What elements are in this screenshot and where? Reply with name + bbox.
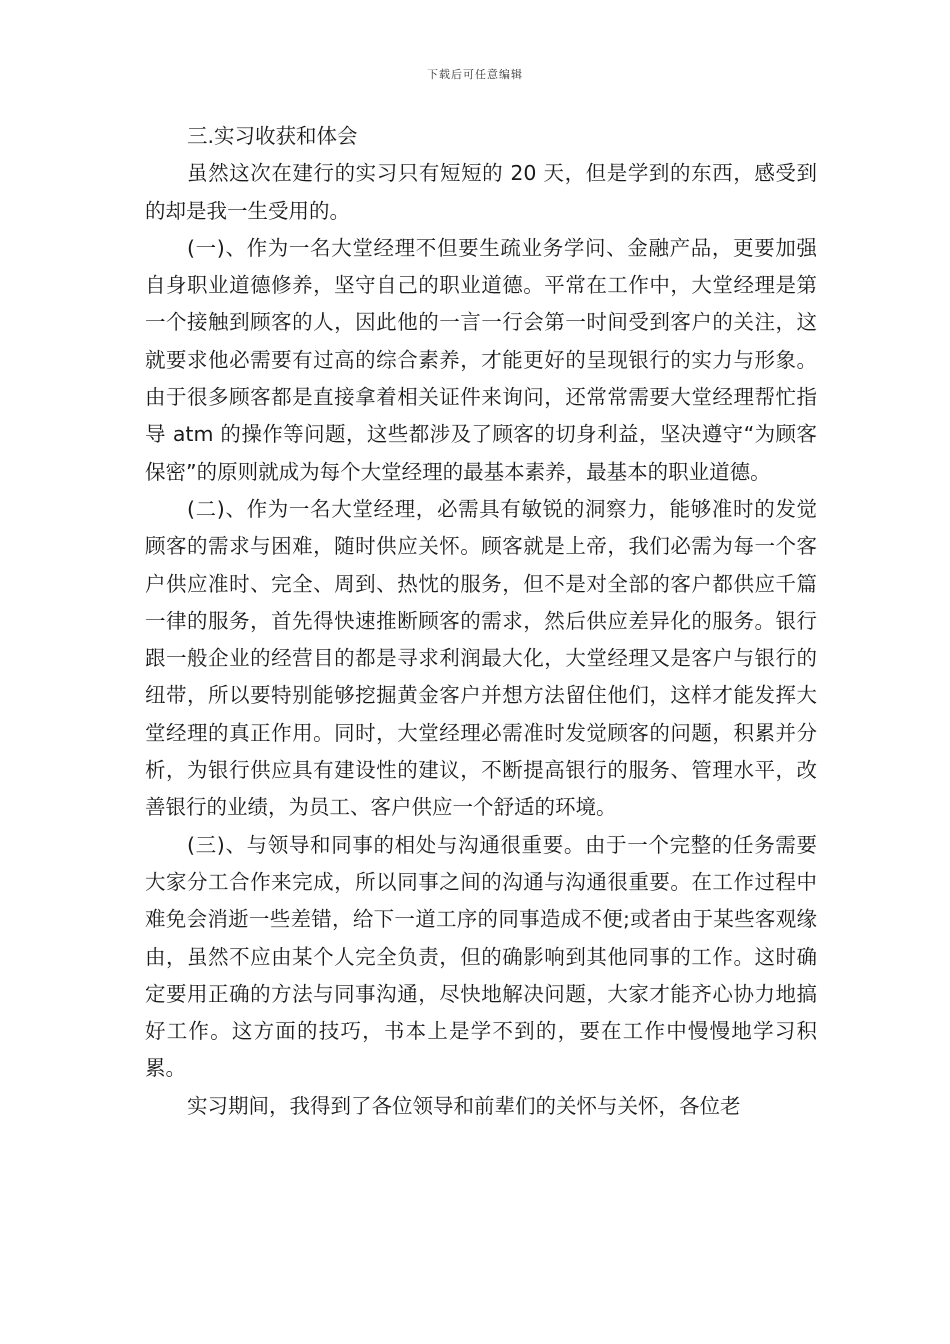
paragraph-closing: 实习期间，我得到了各位领导和前辈们的关怀与关怀，各位老 xyxy=(187,1093,741,1118)
paragraph-point-one: (一)、作为一名大堂经理不但要生疏业务学问、金融产品，更要加强自身职业道德修养，坚守自己的职业道德。平常在工作中，大堂经理是第一个接触到顾客的人，因此他的一言一行会第一时间受到客户的关注，这就要求他必需要有过高的综合素养，才能更好的呈现银行的实力与形象。由于很多顾客都是直接拿着相关证件来询问，还常常需要大堂经理帮忙指导 atm 的操作等问题，这些都涉及了顾客的切身利益，坚决遵守“为顾客保密”的原则就成为每个大堂经理的最基本素养，最基本的职业道德。 xyxy=(145,235,817,484)
paragraph-point-two: (二)、作为一名大堂经理，必需具有敏锐的洞察力，能够准时的发觉顾客的需求与困难，随时供应关怀。顾客就是上帝，我们必需为每一个客户供应准时、完全、周到、热忱的服务，但不是对全部的客户都供应千篇一律的服务，首先得快速推断顾客的需求，然后供应差异化的服务。银行跟一般企业的经营目的都是寻求利润最大化，大堂经理又是客户与银行的纽带，所以要特别能够挖掘黄金客户并想方法留住他们，这样才能发挥大堂经理的真正作用。同时，大堂经理必需准时发觉顾客的问题，积累并分析，为银行供应具有建设性的建议，不断提高银行的服务、管理水平，改善银行的业绩，为员工、客户供应一个舒适的环境。 xyxy=(145,496,817,820)
section-heading: 三.实习收获和体会 xyxy=(187,124,358,148)
paragraph-point-three: (三)、与领导和同事的相处与沟通很重要。由于一个完整的任务需要大家分工合作来完成，所以同事之间的沟通与沟通很重要。在工作过程中难免会消逝一些差错，给下一道工序的同事造成不便;或者由于某些客观缘由，虽然不应由某个人完全负责，但的确影响到其他同事的工作。这时确定要用正确的方法与同事沟通，尽快地解决问题，大家才能齐心协力地搞好工作。这方面的技巧，书本上是学不到的，要在工作中慢慢地学习积累。 xyxy=(145,832,817,1081)
document-body xyxy=(145,118,817,1125)
page-header-note: 下载后可任意编辑 xyxy=(427,68,523,81)
paragraph-intro: 虽然这次在建行的实习只有短短的 20 天，但是学到的东西，感受到的却是我一生受用的。 xyxy=(145,161,817,223)
